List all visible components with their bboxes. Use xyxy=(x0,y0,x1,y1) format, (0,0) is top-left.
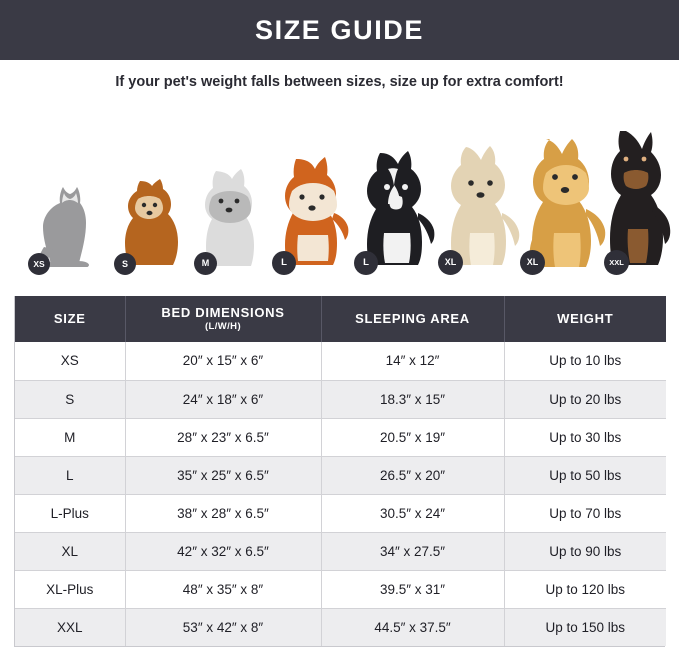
cell-size: L xyxy=(15,456,125,494)
cell-dimensions: 24″ x 18″ x 6″ xyxy=(125,380,321,418)
size-badge-xxl xyxy=(604,250,629,275)
cell-sleeping-area: 20.5″ x 19″ xyxy=(321,418,504,456)
column-header-label: BED DIMENSIONS xyxy=(161,305,285,320)
cell-size: XXL xyxy=(15,608,125,646)
size-badge-xl1 xyxy=(438,250,463,275)
size-badge-xl2 xyxy=(520,250,545,275)
size-table-body xyxy=(15,342,666,646)
pet-item-l2 xyxy=(354,147,438,275)
table-row xyxy=(15,380,666,418)
size-table-wrapper xyxy=(14,296,665,647)
cell-weight: Up to 70 lbs xyxy=(504,494,666,532)
column-header-weight xyxy=(504,296,666,342)
cell-size: S xyxy=(15,380,125,418)
cell-weight: Up to 30 lbs xyxy=(504,418,666,456)
golden-retriever-silhouette xyxy=(522,137,606,267)
cell-weight: Up to 120 lbs xyxy=(504,570,666,608)
size-badge-l1 xyxy=(272,251,296,275)
border-collie-silhouette xyxy=(356,151,436,267)
size-table xyxy=(15,296,666,646)
size-badge-xs xyxy=(28,253,50,275)
column-header-label: SIZE xyxy=(53,311,86,326)
size-table-head xyxy=(15,296,666,342)
cell-weight: Up to 50 lbs xyxy=(504,456,666,494)
cell-sleeping-area: 26.5″ x 20″ xyxy=(321,456,504,494)
cell-sleeping-area: 30.5″ x 24″ xyxy=(321,494,504,532)
size-badge-label: XS xyxy=(33,258,45,269)
cell-weight: Up to 150 lbs xyxy=(504,608,666,646)
pet-item-xl2 xyxy=(520,133,608,275)
table-row xyxy=(15,532,666,570)
cell-size: M xyxy=(15,418,125,456)
table-row xyxy=(15,494,666,532)
cell-size: XS xyxy=(15,342,125,380)
cell-weight: Up to 90 lbs xyxy=(504,532,666,570)
size-badge-s xyxy=(114,253,136,275)
column-header-label: SLEEPING AREA xyxy=(355,311,470,326)
subtitle-text: If your pet's weight falls between sizes, size up for extra comfort! xyxy=(115,74,564,90)
labrador-silhouette xyxy=(440,145,520,267)
cell-size: XL xyxy=(15,532,125,570)
table-row xyxy=(15,342,666,380)
cell-sleeping-area: 34″ x 27.5″ xyxy=(321,532,504,570)
page-title: SIZE GUIDE xyxy=(254,14,425,45)
column-header-size xyxy=(15,296,125,342)
column-header-bed-dimensions xyxy=(125,296,321,342)
cell-dimensions: 53″ x 42″ x 8″ xyxy=(125,608,321,646)
pet-item-xxl xyxy=(604,125,666,275)
header-bar xyxy=(0,0,679,60)
cell-sleeping-area: 18.3″ x 15″ xyxy=(321,380,504,418)
table-row xyxy=(15,456,666,494)
size-badge-label: M xyxy=(201,258,210,268)
cell-sleeping-area: 39.5″ x 31″ xyxy=(321,570,504,608)
cell-dimensions: 35″ x 25″ x 6.5″ xyxy=(125,456,321,494)
size-badge-m xyxy=(194,252,217,275)
size-badge-label: XXL xyxy=(609,257,624,267)
pet-item-xs xyxy=(28,179,104,275)
size-badge-label: XL xyxy=(526,257,539,267)
cell-dimensions: 38″ x 28″ x 6.5″ xyxy=(125,494,321,532)
cell-dimensions: 48″ x 35″ x 8″ xyxy=(125,570,321,608)
cell-size: XL-Plus xyxy=(15,570,125,608)
size-badge-label: S xyxy=(121,258,128,269)
table-row xyxy=(15,570,666,608)
table-row xyxy=(15,418,666,456)
cell-dimensions: 28″ x 23″ x 6.5″ xyxy=(125,418,321,456)
pet-item-m xyxy=(194,163,270,275)
column-header-label: WEIGHT xyxy=(557,311,614,326)
cell-weight: Up to 10 lbs xyxy=(504,342,666,380)
size-badge-label: XL xyxy=(444,257,457,267)
cell-dimensions: 20″ x 15″ x 6″ xyxy=(125,342,321,380)
size-badge-label: L xyxy=(281,257,287,269)
cell-dimensions: 42″ x 32″ x 6.5″ xyxy=(125,532,321,570)
table-row xyxy=(15,608,666,646)
pet-item-xl1 xyxy=(438,141,522,275)
cell-sleeping-area: 14″ x 12″ xyxy=(321,342,504,380)
size-badge-l2 xyxy=(354,251,378,275)
cell-weight: Up to 20 lbs xyxy=(504,380,666,418)
table-header-row xyxy=(15,296,666,342)
column-header-sublabel: (L/W/H) xyxy=(204,321,242,332)
cell-sleeping-area: 44.5″ x 37.5″ xyxy=(321,608,504,646)
cell-size: L-Plus xyxy=(15,494,125,532)
pet-item-l1 xyxy=(272,153,354,275)
pet-silhouette-row xyxy=(14,135,665,275)
size-badge-label: L xyxy=(363,257,369,269)
column-header-sleeping-area xyxy=(321,296,504,342)
pet-item-s xyxy=(114,171,188,275)
doberman-silhouette xyxy=(598,129,672,267)
